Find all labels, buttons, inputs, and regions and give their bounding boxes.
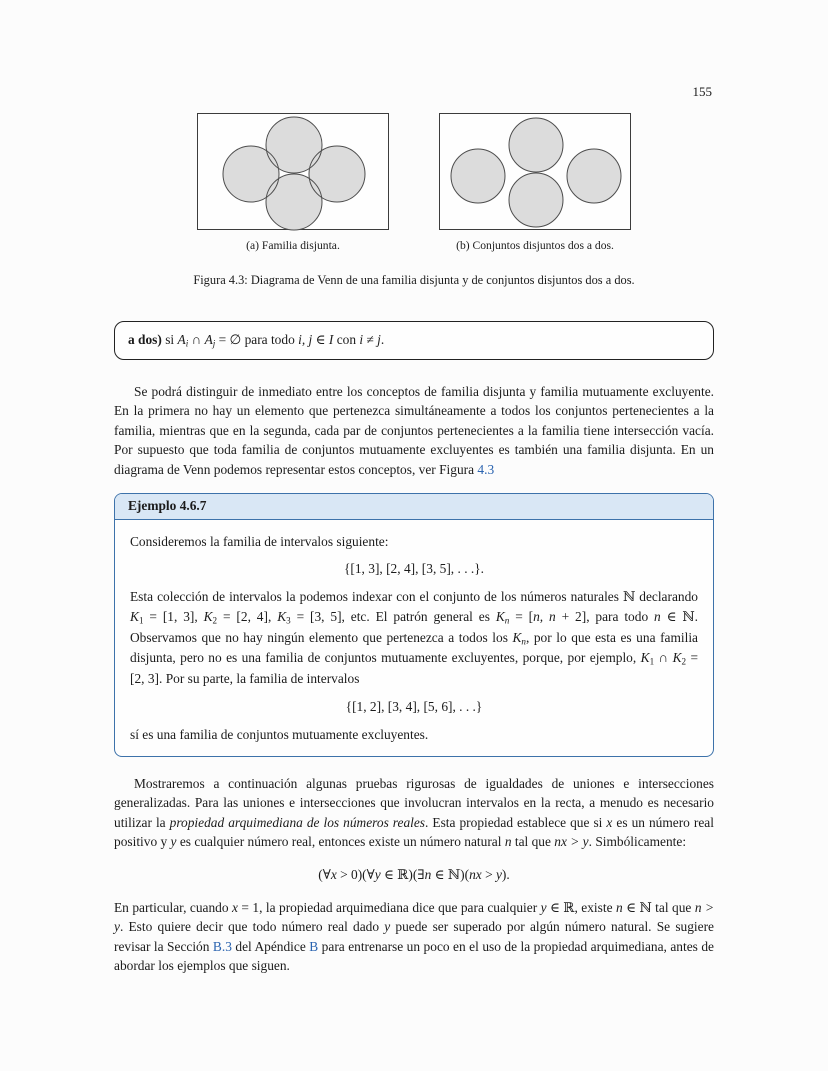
figure-panel-b (439, 113, 631, 252)
text-run: ≠ (363, 332, 378, 347)
text-run: a dos) (128, 332, 162, 347)
text-run: = [1, 3], (143, 608, 204, 624)
text-run: K (277, 608, 287, 624)
example-title: Ejemplo 4.6.7 (115, 494, 713, 520)
panel-a-caption: (a) Familia disjunta. (246, 239, 340, 252)
text-run: Mostraremos a continuación algunas pruebas rigurosas de igualdades de uniones e intersecciones generalizadas. Para las uniones e intersecciones que involucran intervalos en la recta, a menudo es necesario utilizar la (114, 775, 714, 830)
text-run: > (481, 866, 496, 882)
text-run: n (521, 636, 526, 647)
text-run: propiedad arquimediana de los números reales (169, 814, 426, 830)
text-run: n (615, 899, 623, 915)
text-run: ∈ ℝ)(∃ (380, 866, 425, 882)
text-run: (∀ (318, 866, 331, 882)
text-run: 3 (286, 615, 291, 626)
text-run: puede ser superado por algún número natural. Se sugiere revisar la Sección (114, 919, 714, 954)
text-run: tal que (511, 834, 555, 850)
example-paragraph-intro: Consideremos la familia de intervalos siguiente: (130, 533, 389, 549)
page-number: 155 (692, 84, 712, 99)
example-paragraph-conclusion: sí es una familia de conjuntos mutuamente excluyentes. (130, 726, 429, 742)
text-run: n (654, 608, 661, 624)
text-run: ∩ (188, 332, 205, 347)
text-run: Esta colección de intervalos la podemos indexar con el conjunto de los números naturales ℕ declarando (130, 589, 698, 605)
text-run: n (504, 834, 512, 850)
text-run: = [3, 5], etc. El patrón general es (290, 608, 496, 624)
example-display-math-2: {[1, 2], [3, 4], [5, 6], . . .} (345, 698, 483, 714)
text-run: x (330, 866, 337, 882)
text-run: ∈ ℕ. Observamos que no hay ningún elemento que pertenezca a todos los (130, 608, 698, 645)
text-run: si (161, 332, 178, 347)
venn-diagram-pairwise-disjoint (440, 114, 632, 231)
text-run: y (540, 899, 547, 915)
text-run: K (640, 650, 650, 666)
text-run: j (212, 338, 216, 349)
text-run: , por lo que esta es una familia disjunta, pero no es una familia de conjuntos mutuamente excluyentes, porque, por ejemplo, (130, 629, 698, 666)
text-run: . (380, 332, 385, 347)
text-run: n, n (533, 608, 556, 624)
figure-panel-a (197, 113, 389, 252)
text-run: n > y (114, 899, 714, 935)
example-box-4-6-7 (114, 493, 714, 757)
text-run: y (384, 919, 391, 935)
example-paragraph-main (130, 587, 698, 688)
example-body (115, 520, 713, 756)
text-run: ∈ ℕ)( (431, 866, 470, 882)
text-run: ). (501, 866, 510, 882)
venn-frame-b (439, 113, 631, 230)
text-run: = [2, 3]. Por su parte, la familia de intervalos (130, 650, 698, 687)
text-run: nx (469, 866, 482, 882)
text-run: ∈ ℝ, existe (546, 899, 616, 915)
text-run: i (359, 332, 364, 347)
text-run: 1 (649, 656, 655, 667)
text-run: A (204, 332, 213, 347)
text-run: . Esta propiedad establece que si (425, 814, 607, 830)
text-run: = [ (509, 608, 534, 624)
definition-continuation-box (114, 321, 714, 360)
text-run: n (504, 615, 510, 626)
text-run: es un número real positivo y (114, 814, 714, 850)
text-run: Se podrá distinguir de inmediato entre los conceptos de familia disjunta y familia mutuamente excluyente. En la primera no hay un elemento que pertenezca simultáneamente a todos los conjuntos pertenecientes a la familia, mientras que en la segunda, cada par de conjuntos pertenecientes a la familia tiene intersección vacía. Por supuesto que toda familia de conjuntos mutuamente excluyentes es también una familia disjunta. En un diagrama de Venn podemos representar estos conceptos, ver Figura (114, 383, 714, 477)
text-run: I (328, 332, 334, 347)
text-run: A (177, 332, 186, 347)
text-run: K (672, 650, 682, 666)
archimedean-display-math (114, 867, 714, 883)
text-run: = ∅ para todo (215, 332, 299, 347)
text-run: K (512, 629, 522, 645)
paragraph-disjoint-vs-excluyente (114, 382, 714, 479)
text-run: = 1, la propiedad arquimediana dice que para cualquier (237, 899, 541, 915)
text-run: > 0)(∀ (336, 866, 375, 882)
paragraph-archimedean-particular (114, 898, 714, 976)
text-run: con (333, 332, 360, 347)
figure-caption: Figura 4.3: Diagrama de Venn de una familia disjunta y de conjuntos disjuntos dos a dos. (193, 273, 635, 287)
text-run: = [2, 4], (217, 608, 278, 624)
text-run: ∈ ℕ tal que (622, 899, 695, 915)
text-run: K (130, 608, 139, 624)
text-run: 2 (681, 656, 687, 667)
text-run: x (606, 814, 613, 830)
text-run: 2 (212, 615, 218, 626)
text-run: K (203, 608, 213, 624)
text-run: 1 (138, 615, 144, 626)
text-run: j (377, 332, 381, 347)
text-run: . Simbólicamente: (588, 834, 687, 850)
text-run: ∈ (312, 332, 329, 347)
figure-4-3 (114, 0, 714, 252)
text-run: n (424, 866, 432, 882)
example-display-math-1: {[1, 3], [2, 4], [3, 5], . . .}. (343, 561, 485, 577)
text-run: del Apéndice (231, 938, 310, 954)
text-run: . Esto quiere decir que todo número real dado (119, 919, 385, 935)
text-run: ∩ (654, 650, 673, 666)
text-run: y (495, 866, 502, 882)
venn-frame-a (197, 113, 389, 230)
text-run: i, j (298, 332, 313, 347)
text-run: En particular, cuando (114, 899, 232, 915)
text-run: K (495, 608, 505, 624)
text-run: x (232, 899, 238, 915)
text-run: nx > y (554, 834, 589, 850)
text-run: para entrenarse un poco en el uso de la propiedad arquimediana, antes de abordar los ejemplos que siguen. (114, 938, 714, 973)
text-run: es cualquier número real, entonces existe un número natural (176, 834, 505, 850)
panel-b-caption: (b) Conjuntos disjuntos dos a dos. (456, 239, 614, 252)
paragraph-archimedean-intro (114, 774, 714, 852)
figura-4-3-link[interactable]: 4.3 (477, 461, 495, 477)
venn-diagram-disjoint-family (198, 114, 390, 231)
text-run: y (374, 866, 381, 882)
apendice-b-link[interactable]: B (309, 938, 319, 954)
text-run: y (170, 834, 177, 850)
text-run: i (185, 338, 189, 349)
seccion-b3-link[interactable]: B.3 (212, 938, 232, 954)
text-run: + 2], para todo (555, 608, 655, 624)
